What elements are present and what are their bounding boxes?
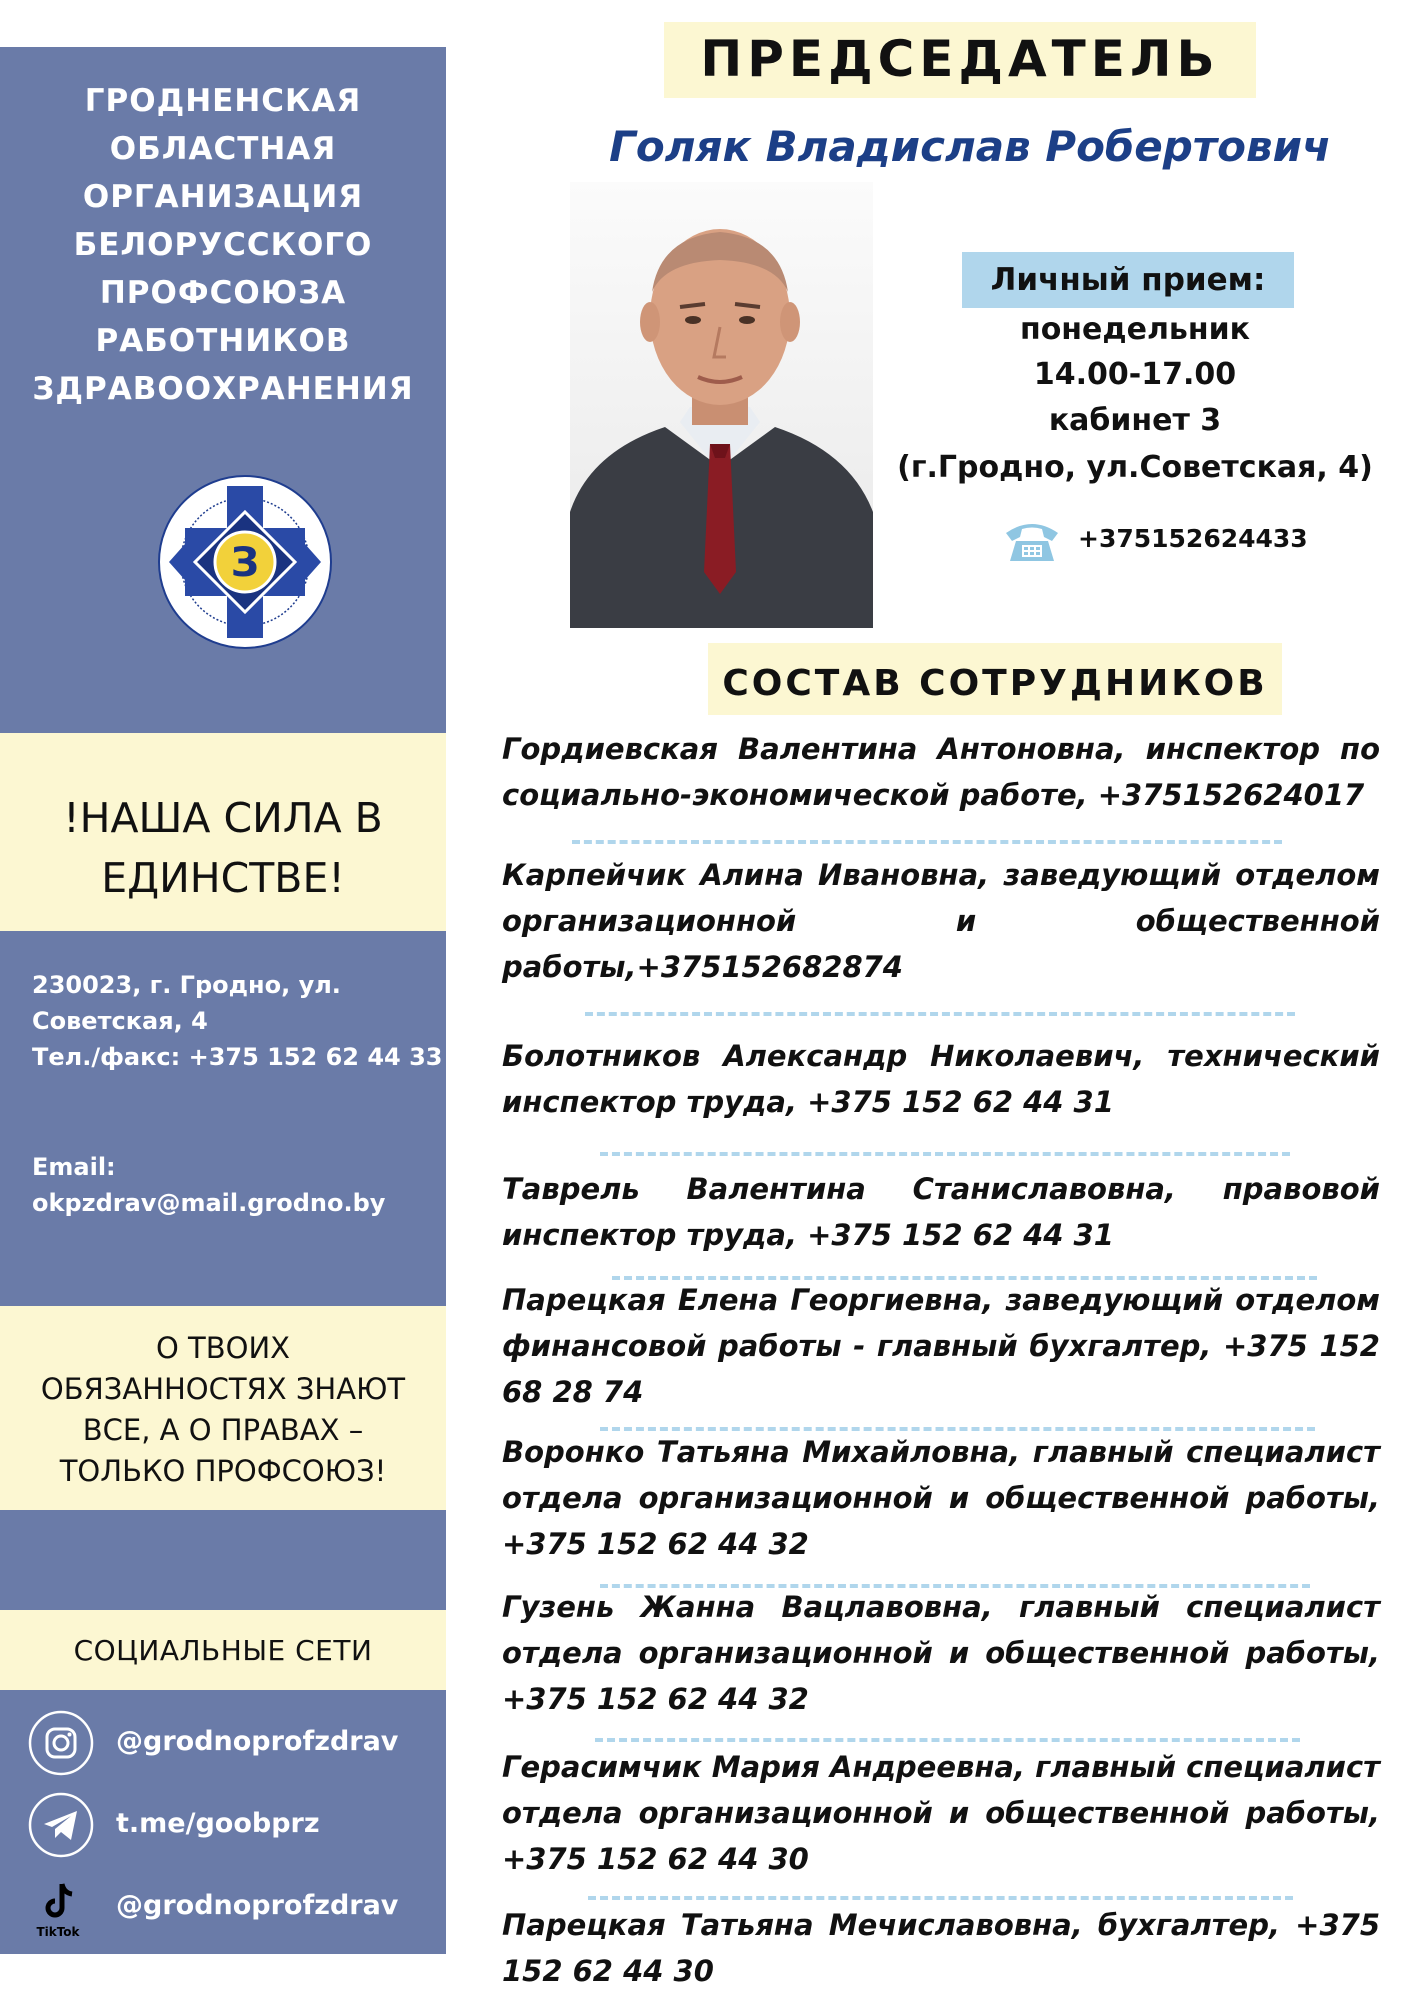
motto <box>0 1328 446 1492</box>
sidebar-header <box>0 47 446 733</box>
phone-icon <box>1002 515 1062 565</box>
motto-panel <box>0 1306 446 1510</box>
staff-entry: Таврель Валентина Станиславовна, правовой инспектор труда, +375 152 62 44 31 <box>502 1172 1380 1252</box>
reception-hours: 14.00-17.00 <box>1033 357 1237 392</box>
instagram-handle: @grodnoprofzdrav <box>116 1726 399 1757</box>
tiktok-icon <box>28 1874 94 1940</box>
svg-text:З: З <box>230 540 260 586</box>
org-name-line: РАБОТНИКОВ <box>95 323 351 359</box>
contacts-panel <box>0 931 446 1306</box>
org-name-line: ЗДРАВООХРАНЕНИЯ <box>32 371 414 407</box>
motto-line: О ТВОИХ <box>155 1331 291 1365</box>
motto-line: ВСЕ, А О ПРАВАХ – <box>82 1413 364 1447</box>
social-title: СОЦИАЛЬНЫЕ СЕТИ <box>73 1634 373 1667</box>
telegram-link-text: t.me/goobprz <box>116 1808 320 1839</box>
divider <box>585 1012 1295 1016</box>
divider <box>588 1896 1293 1900</box>
org-name-line: ПРОФСОЮЗА <box>99 275 347 311</box>
staff-entry: Гузень Жанна Вацлавовна, главный специалист отдела организационной и общественной работы, +375 152 62 44 32 <box>502 1590 1380 1716</box>
chairman-name: Голяк Владислав Робертович <box>609 122 1331 171</box>
motto-line: ОБЯЗАННОСТЯХ ЗНАЮТ <box>40 1372 406 1406</box>
org-name-line: ОБЛАСТНАЯ <box>109 131 337 167</box>
org-name-line: БЕЛОРУССКОГО <box>73 227 373 263</box>
reception-address: (г.Гродно, ул.Советская, 4) <box>897 450 1373 485</box>
divider <box>595 1738 1300 1742</box>
organization-name <box>0 77 446 413</box>
staff-entry: Парецкая Елена Георгиевна, заведующий отделом финансовой работы - главный бухгалтер, +375 152 68 28 74 <box>502 1283 1380 1409</box>
staff-entry: Гордиевская Валентина Антоновна, инспектор по социально-экономической работе, +375152624017 <box>502 732 1380 812</box>
divider <box>572 840 1282 844</box>
tiktok-handle: @grodnoprofzdrav <box>116 1890 399 1921</box>
staff-entry: Воронко Татьяна Михайловна, главный специалист отдела организационной и общественной работы, +375 152 62 44 32 <box>502 1435 1380 1561</box>
divider <box>600 1152 1290 1156</box>
org-name-line: ГРОДНЕНСКАЯ <box>84 83 362 119</box>
org-name-line: ОРГАНИЗАЦИЯ <box>82 179 364 215</box>
slogan-line: ЕДИНСТВЕ! <box>101 854 345 902</box>
telegram-icon <box>28 1792 94 1858</box>
telegram-link[interactable] <box>28 1792 438 1862</box>
reception-office: кабинет 3 <box>1048 403 1222 438</box>
staff-title-box <box>708 643 1282 715</box>
chairman-title: ПРЕДСЕДАТЕЛЬ <box>700 30 1220 88</box>
motto-line: ТОЛЬКО ПРОФСОЮЗ! <box>59 1454 387 1488</box>
slogan-line: !НАША СИЛА В <box>63 794 383 842</box>
tiktok-link[interactable] <box>28 1874 438 1944</box>
union-logo <box>155 472 335 652</box>
email-label: Email: <box>32 1153 116 1181</box>
staff-entry: Болотников Александр Николаевич, технический инспектор труда, +375 152 62 44 31 <box>502 1039 1380 1119</box>
tel-fax: Тел./факс: +375 152 62 44 33 <box>32 1043 443 1071</box>
reception-title: Личный прием: <box>990 262 1266 298</box>
chairman-title-box <box>664 22 1256 98</box>
staff-entry: Парецкая Татьяна Мечиславовна, бухгалтер, +375 152 62 44 30 <box>502 1908 1380 1988</box>
staff-entry: Карпейчик Алина Ивановна, заведующий отделом организационной и общественной работы,+375152682874 <box>502 858 1380 984</box>
reception-day: понедельник <box>1019 312 1251 347</box>
address-line: Советская, 4 <box>32 1007 208 1035</box>
email-link[interactable]: okpzdrav@mail.grodno.by <box>32 1189 386 1217</box>
social-panel <box>0 1690 446 1954</box>
staff-title: СОСТАВ СОТРУДНИКОВ <box>722 663 1268 704</box>
slogan-panel <box>0 733 446 931</box>
chairman-photo <box>570 182 873 628</box>
social-title-panel <box>0 1610 446 1690</box>
sidebar-spacer <box>0 1510 446 1610</box>
instagram-link[interactable] <box>28 1710 438 1780</box>
tiktok-label: TikTok <box>36 1925 80 1939</box>
address-line: 230023, г. Гродно, ул. <box>32 971 341 999</box>
reception-title-box <box>962 252 1294 308</box>
slogan <box>0 788 446 908</box>
staff-entry: Герасимчик Мария Андреевна, главный специалист отдела организационной и общественной работы, +375 152 62 44 30 <box>502 1750 1380 1876</box>
instagram-icon <box>28 1710 94 1776</box>
chairman-phone[interactable]: +375152624433 <box>1078 524 1308 553</box>
